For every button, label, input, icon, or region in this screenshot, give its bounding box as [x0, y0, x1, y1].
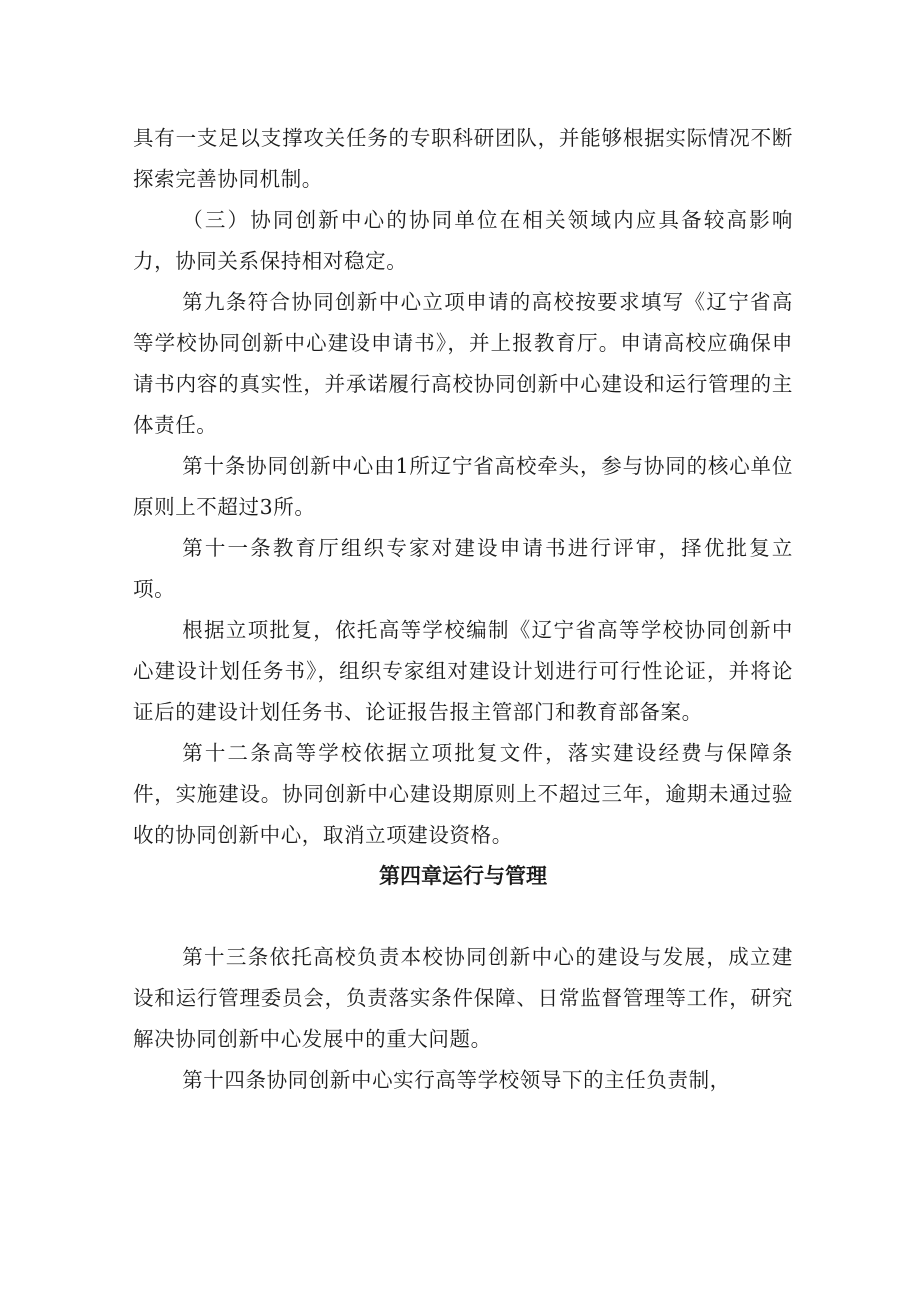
- document-page: [133, 118, 793, 1101]
- chapter-heading: 第四章运行与管理: [379, 864, 547, 888]
- paragraph-article-13: 第十三条依托高校负责本校协同创新中心的建设与发展，成立建设和运行管理委员会，负责落实条件保障、日常监督管理等工作，研究解决协同创新中心发展中的重大问题。: [133, 945, 793, 1051]
- paragraph-article-14: 第十四条协同创新中心实行高等学校领导下的主任负责制，: [182, 1068, 731, 1092]
- paragraph-article-9: 第九条符合协同创新中心立项申请的高校按要求填写《辽宁省高等学校协同创新中心建设申请书》，并上报教育厅。申请高校应确保申请书内容的真实性，并承诺履行高校协同创新中心建设和运行管理的主体责任。: [133, 290, 793, 437]
- paragraph-article-10: 第十条协同创新中心由1所辽宁省高校牵头，参与协同的核心单位原则上不超过3所。: [133, 454, 793, 519]
- paragraph-item-three: （三）协同创新中心的协同单位在相关领域内应具备较高影响力，协同关系保持相对稳定。: [133, 208, 793, 273]
- paragraph-article-12: 第十二条高等学校依据立项批复文件，落实建设经费与保障条件，实施建设。协同创新中心建设期原则上不超过三年，逾期未通过验收的协同创新中心，取消立项建设资格。: [133, 741, 793, 847]
- paragraph-approval: 根据立项批复，依托高等学校编制《辽宁省高等学校协同创新中心建设计划任务书》，组织专家组对建设计划进行可行性论证，并将论证后的建设计划任务书、论证报告报主管部门和教育部备案。: [133, 618, 793, 724]
- paragraph-article-11: 第十一条教育厅组织专家对建设申请书进行评审，择优批复立项。: [133, 536, 793, 601]
- paragraph-continuation: 具有一支足以支撑攻关任务的专职科研团队，并能够根据实际情况不断探索完善协同机制。: [133, 126, 793, 191]
